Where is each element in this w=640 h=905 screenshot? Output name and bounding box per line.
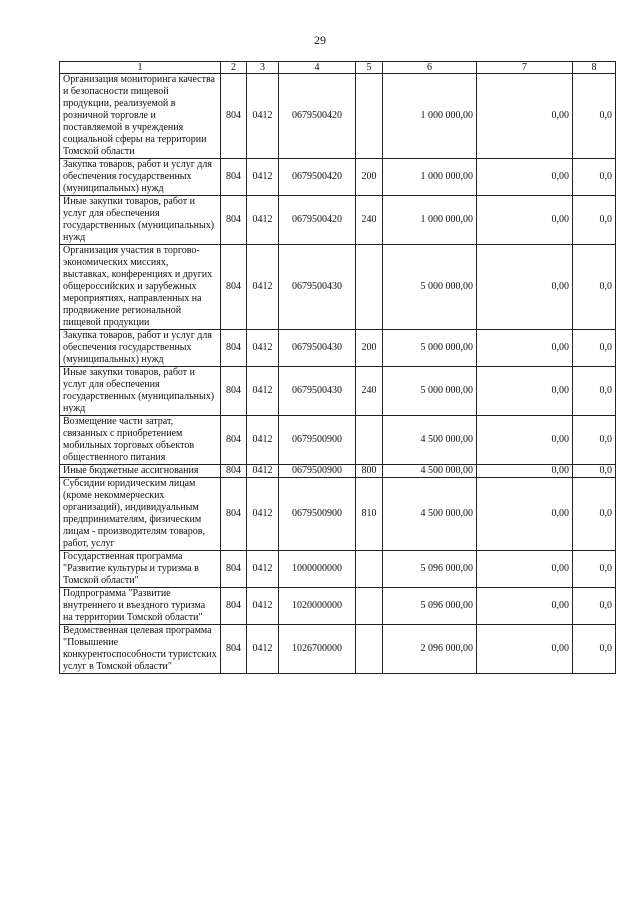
row-name: Закупка товаров, работ и услуг для обеспечения государственных (муниципальных) нужд	[60, 159, 221, 196]
cell-expense-type: 200	[356, 330, 383, 367]
cell-amount: 4 500 000,00	[383, 478, 477, 551]
row-name: Государственная программа "Развитие культуры и туризма в Томской области"	[60, 551, 221, 588]
row-name: Возмещение части затрат, связанных с приобретением мобильных торговых объектов общественного питания	[60, 416, 221, 465]
cell-value-8: 0,0	[573, 74, 616, 159]
page-number: 29	[314, 33, 326, 47]
cell-value-7: 0,00	[477, 625, 573, 674]
cell-target-code: 0679500430	[279, 367, 356, 416]
row-name: Иные закупки товаров, работ и услуг для обеспечения государственных (муниципальных) нужд	[60, 367, 221, 416]
cell-admin-code: 804	[221, 196, 247, 245]
table-row	[60, 416, 616, 465]
cell-section-code: 0412	[247, 625, 279, 674]
row-name: Организация участия в торгово-экономических миссиях, выставках, конференциях и других общероссийских и зарубежных мероприятиях, направленных на продвижение региональной пищевой продукции	[60, 245, 221, 330]
cell-value-8: 0,0	[573, 625, 616, 674]
cell-target-code: 0679500900	[279, 416, 356, 465]
cell-target-code: 1000000000	[279, 551, 356, 588]
table-row	[60, 245, 616, 330]
table-row	[60, 625, 616, 674]
cell-value-7: 0,00	[477, 416, 573, 465]
column-header: 4	[279, 62, 356, 74]
table-row	[60, 330, 616, 367]
cell-section-code: 0412	[247, 196, 279, 245]
cell-expense-type	[356, 588, 383, 625]
table-row	[60, 367, 616, 416]
cell-target-code: 0679500900	[279, 478, 356, 551]
cell-value-7: 0,00	[477, 465, 573, 478]
cell-admin-code: 804	[221, 465, 247, 478]
row-name: Ведомственная целевая программа "Повышение конкурентоспособности туристских услуг в Томской области"	[60, 625, 221, 674]
cell-value-7: 0,00	[477, 367, 573, 416]
cell-value-8: 0,0	[573, 367, 616, 416]
cell-amount: 5 000 000,00	[383, 245, 477, 330]
cell-section-code: 0412	[247, 551, 279, 588]
cell-value-7: 0,00	[477, 588, 573, 625]
cell-target-code: 0679500420	[279, 196, 356, 245]
cell-value-7: 0,00	[477, 478, 573, 551]
cell-expense-type	[356, 625, 383, 674]
cell-target-code: 0679500420	[279, 74, 356, 159]
cell-amount: 1 000 000,00	[383, 159, 477, 196]
row-name: Иные бюджетные ассигнования	[60, 465, 221, 478]
cell-admin-code: 804	[221, 551, 247, 588]
cell-amount: 5 000 000,00	[383, 367, 477, 416]
cell-section-code: 0412	[247, 330, 279, 367]
table-row	[60, 196, 616, 245]
cell-value-7: 0,00	[477, 551, 573, 588]
cell-section-code: 0412	[247, 588, 279, 625]
row-name: Закупка товаров, работ и услуг для обеспечения государственных (муниципальных) нужд	[60, 330, 221, 367]
cell-admin-code: 804	[221, 74, 247, 159]
cell-value-7: 0,00	[477, 74, 573, 159]
budget-table	[59, 61, 616, 674]
cell-amount: 5 096 000,00	[383, 551, 477, 588]
row-name: Субсидии юридическим лицам (кроме некоммерческих организаций), индивидуальным предпринимателям, физическим лицам - производителям товаров, работ, услуг	[60, 478, 221, 551]
table-row	[60, 74, 616, 159]
cell-value-8: 0,0	[573, 465, 616, 478]
cell-admin-code: 804	[221, 245, 247, 330]
cell-target-code: 0679500430	[279, 245, 356, 330]
table-row	[60, 465, 616, 478]
cell-expense-type: 240	[356, 196, 383, 245]
cell-expense-type	[356, 551, 383, 588]
cell-section-code: 0412	[247, 74, 279, 159]
header-row	[60, 62, 616, 74]
cell-target-code: 0679500420	[279, 159, 356, 196]
cell-amount: 5 000 000,00	[383, 330, 477, 367]
cell-target-code: 1020000000	[279, 588, 356, 625]
cell-section-code: 0412	[247, 478, 279, 551]
column-header: 8	[573, 62, 616, 74]
cell-value-7: 0,00	[477, 196, 573, 245]
column-header: 3	[247, 62, 279, 74]
cell-admin-code: 804	[221, 367, 247, 416]
cell-section-code: 0412	[247, 416, 279, 465]
column-header: 2	[221, 62, 247, 74]
cell-value-8: 0,0	[573, 245, 616, 330]
table-row	[60, 159, 616, 196]
cell-expense-type: 240	[356, 367, 383, 416]
cell-expense-type	[356, 74, 383, 159]
cell-value-8: 0,0	[573, 330, 616, 367]
cell-amount: 1 000 000,00	[383, 196, 477, 245]
cell-value-7: 0,00	[477, 159, 573, 196]
cell-section-code: 0412	[247, 367, 279, 416]
cell-value-8: 0,0	[573, 551, 616, 588]
cell-expense-type: 200	[356, 159, 383, 196]
row-name: Организация мониторинга качества и безопасности пищевой продукции, реализуемой в розничной торговле и поставляемой в учреждения социальной сферы на территории Томской области	[60, 74, 221, 159]
column-header: 7	[477, 62, 573, 74]
cell-value-8: 0,0	[573, 159, 616, 196]
row-name: Иные закупки товаров, работ и услуг для обеспечения государственных (муниципальных) нужд	[60, 196, 221, 245]
table-row	[60, 588, 616, 625]
row-name: Подпрограмма "Развитие внутреннего и въездного туризма на территории Томской области"	[60, 588, 221, 625]
cell-value-7: 0,00	[477, 245, 573, 330]
cell-amount: 4 500 000,00	[383, 416, 477, 465]
cell-value-8: 0,0	[573, 416, 616, 465]
cell-expense-type	[356, 416, 383, 465]
cell-value-8: 0,0	[573, 478, 616, 551]
column-header: 5	[356, 62, 383, 74]
cell-admin-code: 804	[221, 416, 247, 465]
cell-admin-code: 804	[221, 159, 247, 196]
cell-amount: 4 500 000,00	[383, 465, 477, 478]
cell-expense-type	[356, 245, 383, 330]
cell-amount: 5 096 000,00	[383, 588, 477, 625]
cell-value-8: 0,0	[573, 588, 616, 625]
cell-admin-code: 804	[221, 478, 247, 551]
cell-section-code: 0412	[247, 245, 279, 330]
cell-target-code: 0679500430	[279, 330, 356, 367]
cell-admin-code: 804	[221, 588, 247, 625]
cell-admin-code: 804	[221, 625, 247, 674]
cell-value-8: 0,0	[573, 196, 616, 245]
cell-section-code: 0412	[247, 159, 279, 196]
cell-admin-code: 804	[221, 330, 247, 367]
table-row	[60, 478, 616, 551]
cell-value-7: 0,00	[477, 330, 573, 367]
cell-amount: 2 096 000,00	[383, 625, 477, 674]
cell-amount: 1 000 000,00	[383, 74, 477, 159]
column-header: 6	[383, 62, 477, 74]
cell-target-code: 1026700000	[279, 625, 356, 674]
cell-target-code: 0679500900	[279, 465, 356, 478]
cell-section-code: 0412	[247, 465, 279, 478]
cell-expense-type: 800	[356, 465, 383, 478]
cell-expense-type: 810	[356, 478, 383, 551]
column-header: 1	[60, 62, 221, 74]
table-row	[60, 551, 616, 588]
